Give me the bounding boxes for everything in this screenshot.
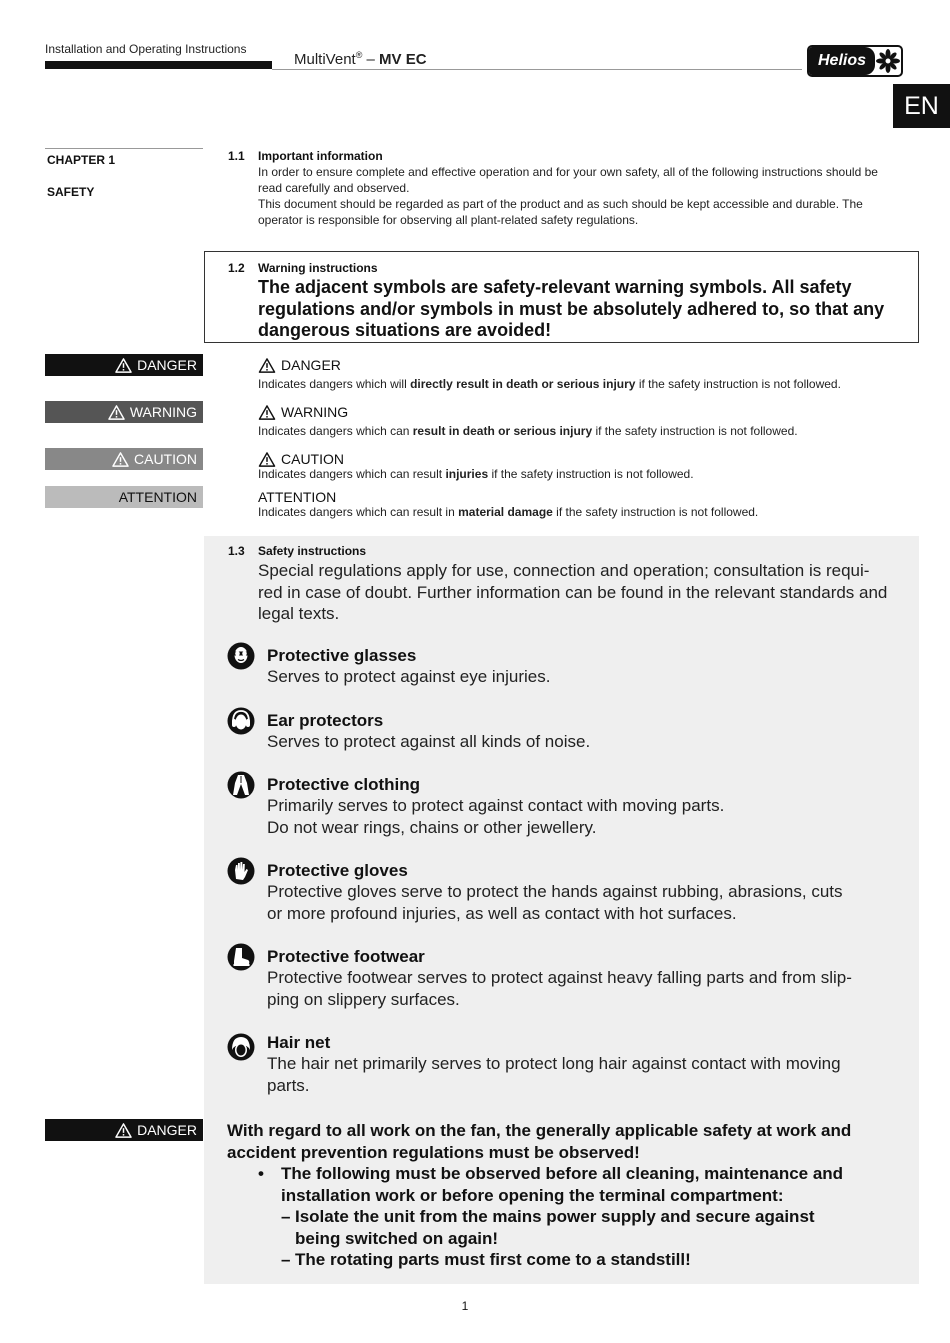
text-line: being switched on again! — [295, 1228, 499, 1248]
desc-post: if the safety instruction is not followed. — [592, 424, 798, 438]
desc-pre: Indicates dangers which will — [258, 377, 411, 391]
dash-symbol: – — [281, 1207, 291, 1226]
ppe-item — [267, 775, 912, 838]
bullet-text — [281, 1163, 911, 1206]
product-separator: – — [362, 51, 380, 68]
hazard-title-text: CAUTION — [281, 451, 344, 467]
hazard-title — [258, 357, 918, 373]
section-title: Safety instructions — [258, 544, 367, 558]
header-rule — [272, 69, 802, 70]
language-tab: EN — [893, 84, 950, 128]
ppe-item — [267, 861, 912, 924]
hazard-description — [258, 467, 918, 481]
text-line: regulations and/or symbols in must be absolutely adhered to, so that any — [258, 298, 885, 319]
caution-label — [45, 448, 203, 470]
hazard-description — [258, 424, 918, 438]
ppe-title: Protective clothing — [267, 775, 421, 794]
dash-item — [295, 1249, 910, 1271]
desc-post: if the safety instruction is not followed. — [635, 377, 841, 391]
section-number: 1.2 — [228, 261, 245, 275]
hazard-description — [258, 377, 918, 391]
section-number: 1.1 — [228, 149, 245, 163]
ppe-title: Protective glasses — [267, 646, 417, 665]
warning-triangle-icon — [258, 405, 276, 420]
text-line: read carefully and observed. — [258, 181, 410, 195]
product-model: MV EC — [379, 51, 427, 68]
text-line: The following must be observed before all cleaning, maintenance and — [281, 1164, 844, 1183]
text-line: accident prevention regulations must be observed! — [227, 1142, 640, 1162]
danger-label — [45, 354, 203, 376]
dash-item — [295, 1206, 910, 1249]
hazard-title-text: WARNING — [281, 404, 349, 420]
section-title: Important information — [258, 149, 383, 163]
desc-pre: Indicates dangers which can — [258, 424, 413, 438]
ppe-text: Protective footwear serves to protect against heavy falling parts and from slip- — [267, 968, 852, 987]
hazard-title — [258, 489, 918, 505]
desc-bold: directly result in death or serious injury — [410, 377, 636, 391]
desc-post: if the safety instruction is not followed. — [552, 505, 759, 519]
desc-post: if the safety instruction is not followed. — [488, 467, 694, 481]
warning-triangle-icon — [115, 1123, 132, 1138]
ppe-text: or more profound injuries, as well as contact with hot surfaces. — [267, 903, 737, 923]
warning-label — [45, 401, 203, 423]
ppe-item — [267, 646, 912, 688]
desc-pre: Indicates dangers which can result — [258, 467, 446, 481]
hair-net-icon — [227, 1033, 255, 1061]
warning-triangle-icon — [115, 358, 132, 373]
hazard-title-text: ATTENTION — [258, 489, 337, 505]
text-line: This document should be regarded as part of the product and as such should be kept accessible and durable. The — [258, 197, 863, 211]
ppe-text: Do not wear rings, chains or other jewellery. — [267, 817, 597, 837]
dash-symbol: – — [281, 1250, 291, 1269]
warning-triangle-icon — [258, 452, 276, 467]
bullet-symbol: • — [258, 1164, 264, 1183]
ppe-text: parts. — [267, 1075, 310, 1095]
chapter-rule — [45, 148, 203, 149]
ppe-title: Ear protectors — [267, 711, 384, 730]
text-line: installation work or before opening the terminal compartment: — [281, 1185, 784, 1205]
text-line: legal texts. — [258, 604, 340, 623]
hazard-danger — [258, 357, 918, 391]
ppe-text: Serves to protect against eye injuries. — [267, 667, 551, 686]
danger-label-text: DANGER — [137, 357, 197, 373]
product-name — [294, 50, 427, 68]
header-bar — [45, 61, 272, 69]
hazard-attention — [258, 489, 918, 519]
text-line: Special regulations apply for use, connection and operation; consultation is requi- — [258, 561, 870, 580]
ppe-item — [267, 1033, 912, 1096]
ppe-item — [267, 947, 912, 1010]
warning-label-text: WARNING — [129, 404, 197, 420]
text-line: The adjacent symbols are safety-relevant warning symbols. All safety — [258, 277, 852, 297]
document-type: Installation and Operating Instructions — [45, 42, 247, 56]
text-line: dangerous situations are avoided! — [258, 320, 552, 340]
warning-triangle-icon — [108, 405, 125, 420]
chapter-label: CHAPTER 1 — [47, 153, 116, 167]
ppe-item — [267, 711, 912, 753]
caution-label-text: CAUTION — [134, 451, 197, 467]
desc-bold: result in death or serious injury — [412, 424, 593, 438]
hazard-title — [258, 451, 918, 467]
ppe-text: ping on slippery surfaces. — [267, 989, 460, 1009]
text-line: In order to ensure complete and effective operation and for your own safety, all of the following instructions should be — [258, 165, 878, 179]
ppe-title: Protective footwear — [267, 947, 425, 966]
hazard-description — [258, 505, 918, 519]
danger-label-text: DANGER — [137, 1122, 197, 1138]
ppe-text: Serves to protect against all kinds of noise. — [267, 732, 591, 751]
ppe-text: The hair net primarily serves to protect long hair against contact with moving — [267, 1054, 841, 1073]
helios-logo — [807, 45, 903, 77]
section-number: 1.3 — [228, 544, 245, 558]
protective-footwear-icon — [227, 943, 255, 971]
attention-label-text: ATTENTION — [118, 489, 197, 505]
desc-bold: injuries — [445, 467, 489, 481]
chapter-title: SAFETY — [47, 185, 95, 199]
text-line: red in case of doubt. Further information can be found in the relevant standards and — [258, 582, 888, 602]
protective-gloves-icon — [227, 857, 255, 885]
hazard-title-text: DANGER — [281, 357, 341, 373]
danger-final-text — [227, 1120, 912, 1163]
product-prefix: MultiVent — [294, 51, 356, 68]
text-line: The rotating parts must first come to a standstill! — [295, 1250, 691, 1269]
warning-emphasis-text — [258, 277, 913, 342]
section-title: Warning instructions — [258, 261, 378, 275]
protective-glasses-icon — [227, 642, 255, 670]
logo-text: Helios — [809, 47, 875, 75]
protective-clothing-icon — [227, 771, 255, 799]
danger-label-final — [45, 1119, 203, 1141]
registered-mark: ® — [355, 50, 363, 60]
attention-label — [45, 486, 203, 508]
important-info-text — [258, 164, 908, 228]
text-line: With regard to all work on the fan, the generally applicable safety at work and — [227, 1121, 852, 1140]
warning-triangle-icon — [258, 358, 276, 373]
hazard-warning — [258, 404, 918, 438]
hazard-caution — [258, 451, 918, 481]
text-line: operator is responsible for observing all plant-related safety regulations. — [258, 213, 639, 227]
ppe-text: Protective gloves serve to protect the hands against rubbing, abrasions, cuts — [267, 882, 843, 901]
ppe-text: Primarily serves to protect against contact with moving parts. — [267, 796, 725, 815]
page-number: 1 — [461, 1299, 469, 1313]
ppe-title: Protective gloves — [267, 861, 408, 880]
ear-protectors-icon — [227, 707, 255, 735]
desc-bold: material damage — [458, 505, 553, 519]
text-line: Isolate the unit from the mains power supply and secure against — [295, 1207, 815, 1226]
hazard-title — [258, 404, 918, 420]
warning-triangle-icon — [112, 452, 129, 467]
fan-icon — [875, 47, 901, 75]
ppe-title: Hair net — [267, 1033, 331, 1052]
desc-pre: Indicates dangers which can result in — [258, 505, 459, 519]
safety-intro-text — [258, 560, 913, 625]
